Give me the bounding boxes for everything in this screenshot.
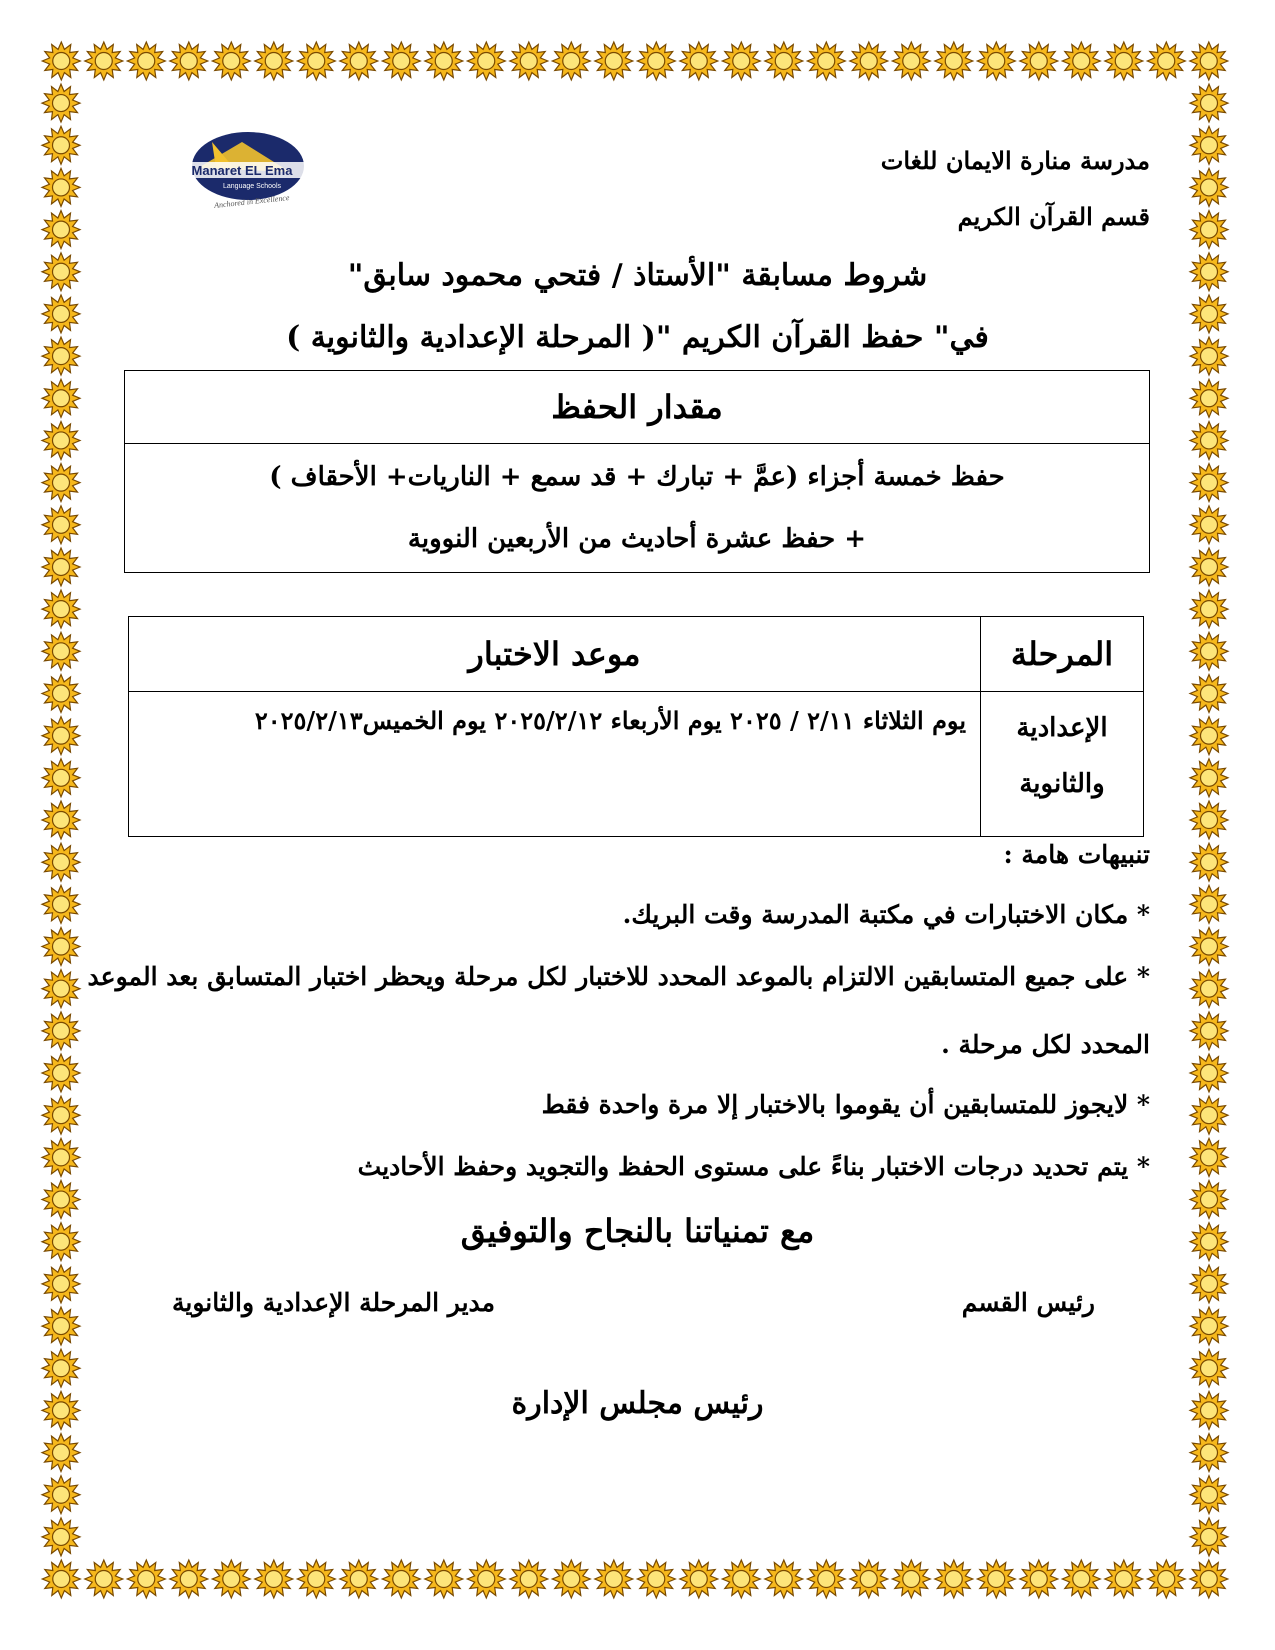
sun-icon	[1105, 42, 1143, 80]
school-logo	[172, 128, 312, 218]
sun-icon	[382, 42, 420, 80]
school-name: مدرسة منارة الايمان للغات	[880, 146, 1150, 175]
sun-icon	[850, 1560, 888, 1598]
sun-icon	[212, 42, 250, 80]
sun-icon	[42, 464, 80, 502]
sun-icon	[42, 379, 80, 417]
memorization-line-2: + حفظ عشرة أحاديث من الأربعين النووية	[407, 524, 867, 554]
sun-icon	[637, 1560, 675, 1598]
sun-icon	[1105, 1560, 1143, 1598]
sun-icon	[255, 42, 293, 80]
sun-icon	[1190, 1518, 1228, 1556]
stage-cell	[981, 692, 1144, 837]
sun-icon	[1190, 1054, 1228, 1092]
sun-icon	[425, 1560, 463, 1598]
sun-icon	[1190, 928, 1228, 966]
sun-icon	[42, 1012, 80, 1050]
sun-icon	[42, 759, 80, 797]
sun-icon	[170, 1560, 208, 1598]
note-single-attempt: * لايجوز للمتسابقين أن يقوموا بالاختبار إلا مرة واحدة فقط	[541, 1090, 1150, 1119]
sun-icon	[42, 506, 80, 544]
sun-icon	[127, 42, 165, 80]
sun-icon	[1190, 590, 1228, 628]
memorization-line-1: حفظ خمسة أجزاء (عمَّ + تبارك + قد سمع + الناريات+ الأحقاف )	[269, 462, 1005, 492]
sun-icon	[1190, 1560, 1228, 1598]
sun-icon	[977, 1560, 1015, 1598]
sun-icon	[1190, 379, 1228, 417]
sun-icon	[1020, 42, 1058, 80]
competition-subtitle: في" حفظ القرآن الكريم "( المرحلة الإعدادية والثانوية )	[286, 320, 989, 355]
sun-icon	[42, 928, 80, 966]
sun-icon	[1190, 422, 1228, 460]
sun-icon	[42, 1307, 80, 1345]
sun-icon	[42, 632, 80, 670]
sun-icon	[935, 42, 973, 80]
closing-wishes: مع تمنياتنا بالنجاح والتوفيق	[460, 1212, 815, 1250]
sun-icon	[1190, 84, 1228, 122]
decorative-sun-border-right	[1188, 82, 1230, 1558]
sun-icon	[42, 1265, 80, 1303]
sun-icon	[382, 1560, 420, 1598]
sun-icon	[1190, 970, 1228, 1008]
sun-icon	[1190, 211, 1228, 249]
sun-icon	[1190, 801, 1228, 839]
sun-icon	[1190, 1012, 1228, 1050]
sun-icon	[1062, 42, 1100, 80]
department-name: قسم القرآن الكريم	[957, 202, 1150, 231]
decorative-sun-border-bottom	[40, 1558, 1230, 1600]
sun-icon	[42, 801, 80, 839]
sun-icon	[595, 1560, 633, 1598]
sun-icon	[722, 1560, 760, 1598]
sun-icon	[1190, 759, 1228, 797]
sun-icon	[1190, 717, 1228, 755]
sun-icon	[552, 42, 590, 80]
sun-icon	[42, 885, 80, 923]
sun-icon	[765, 42, 803, 80]
sun-icon	[340, 42, 378, 80]
sun-icon	[1062, 1560, 1100, 1598]
notes-title: تنبيهات هامة :	[1003, 840, 1150, 869]
note-schedule-commitment: * على جميع المتسابقين الالتزام بالموعد المحدد للاختبار لكل مرحلة ويحظر اختبار المتسابق بعد الموعد	[87, 962, 1150, 991]
sun-icon	[255, 1560, 293, 1598]
sun-icon	[807, 1560, 845, 1598]
logo-subtext: Language Schools	[223, 183, 281, 190]
sun-icon	[637, 42, 675, 80]
sun-icon	[680, 42, 718, 80]
sun-icon	[1190, 168, 1228, 206]
sun-icon	[42, 1138, 80, 1176]
sun-icon	[42, 211, 80, 249]
sun-icon	[42, 675, 80, 713]
sun-icon	[935, 1560, 973, 1598]
sun-icon	[552, 1560, 590, 1598]
sun-icon	[42, 717, 80, 755]
exam-schedule-table	[128, 616, 1144, 837]
sun-icon	[42, 42, 80, 80]
sun-icon	[1190, 1476, 1228, 1514]
sun-icon	[1190, 1096, 1228, 1134]
sun-icon	[42, 1349, 80, 1387]
sun-icon	[42, 970, 80, 1008]
sun-icon	[1147, 42, 1185, 80]
sun-icon	[1190, 1349, 1228, 1387]
logo-slogan: Anchored in Excellence	[213, 193, 290, 210]
sun-icon	[42, 1560, 80, 1598]
sun-icon	[42, 590, 80, 628]
sun-icon	[85, 1560, 123, 1598]
memorization-details	[125, 444, 1150, 573]
sun-icon	[1147, 1560, 1185, 1598]
sun-icon	[765, 1560, 803, 1598]
note-exam-location: * مكان الاختبارات في مكتبة المدرسة وقت البريك.	[622, 900, 1150, 929]
sun-icon	[1190, 843, 1228, 881]
decorative-sun-border-top	[40, 40, 1230, 82]
sun-icon	[297, 42, 335, 80]
sun-icon	[170, 42, 208, 80]
note-grading-criteria: * يتم تحديد درجات الاختبار بناءً على مستوى الحفظ والتجويد وحفظ الأحاديث	[357, 1152, 1150, 1181]
signature-department-head: رئيس القسم	[961, 1288, 1095, 1317]
sun-icon	[1190, 506, 1228, 544]
sun-icon	[807, 42, 845, 80]
sun-icon	[595, 42, 633, 80]
sun-icon	[1190, 1138, 1228, 1176]
sun-icon	[42, 1434, 80, 1472]
sun-icon	[1190, 675, 1228, 713]
signature-board-chairman: رئيس مجلس الإدارة	[511, 1386, 764, 1421]
sun-icon	[722, 42, 760, 80]
sun-icon	[127, 1560, 165, 1598]
sun-icon	[42, 1096, 80, 1134]
sun-icon	[850, 42, 888, 80]
sun-icon	[1190, 1307, 1228, 1345]
sun-icon	[425, 42, 463, 80]
sun-icon	[42, 126, 80, 164]
sun-icon	[42, 1476, 80, 1514]
competition-title: شروط مسابقة "الأستاذ / فتحي محمود سابق"	[347, 258, 928, 293]
exam-dates-cell: يوم الثلاثاء ٢/١١ / ٢٠٢٥ يوم الأربعاء ٢٠٢٥/٢/١٢ يوم الخميس٢٠٢٥/٢/١٣	[129, 692, 981, 837]
sun-icon	[42, 548, 80, 586]
sun-icon	[680, 1560, 718, 1598]
sun-icon	[212, 1560, 250, 1598]
sun-icon	[467, 42, 505, 80]
logo-text: Manaret EL Ema	[191, 163, 293, 178]
sun-icon	[42, 843, 80, 881]
sun-icon	[510, 42, 548, 80]
sun-icon	[1020, 1560, 1058, 1598]
sun-icon	[467, 1560, 505, 1598]
sun-icon	[1190, 42, 1228, 80]
sun-icon	[42, 168, 80, 206]
sun-icon	[1190, 632, 1228, 670]
sun-icon	[297, 1560, 335, 1598]
sun-icon	[42, 1518, 80, 1556]
stage-line-2: والثانوية	[1019, 769, 1105, 799]
sun-icon	[1190, 548, 1228, 586]
memorization-table	[124, 370, 1150, 573]
decorative-sun-border-left	[40, 82, 82, 1558]
sun-icon	[892, 42, 930, 80]
signature-stage-manager: مدير المرحلة الإعدادية والثانوية	[172, 1288, 496, 1317]
sun-icon	[1190, 464, 1228, 502]
sun-icon	[42, 422, 80, 460]
sun-icon	[1190, 1434, 1228, 1472]
exam-date-header: موعد الاختبار	[129, 617, 981, 692]
sun-icon	[42, 84, 80, 122]
note-schedule-commitment-continued: المحدد لكل مرحلة .	[941, 1030, 1150, 1059]
sun-icon	[977, 42, 1015, 80]
sun-icon	[1190, 885, 1228, 923]
sun-icon	[892, 1560, 930, 1598]
memorization-header: مقدار الحفظ	[125, 371, 1150, 444]
stage-header: المرحلة	[981, 617, 1144, 692]
stage-line-1: الإعدادية	[1016, 713, 1108, 743]
sun-icon	[42, 1054, 80, 1092]
sun-icon	[1190, 1265, 1228, 1303]
sun-icon	[340, 1560, 378, 1598]
sun-icon	[510, 1560, 548, 1598]
sun-icon	[85, 42, 123, 80]
sun-icon	[1190, 126, 1228, 164]
